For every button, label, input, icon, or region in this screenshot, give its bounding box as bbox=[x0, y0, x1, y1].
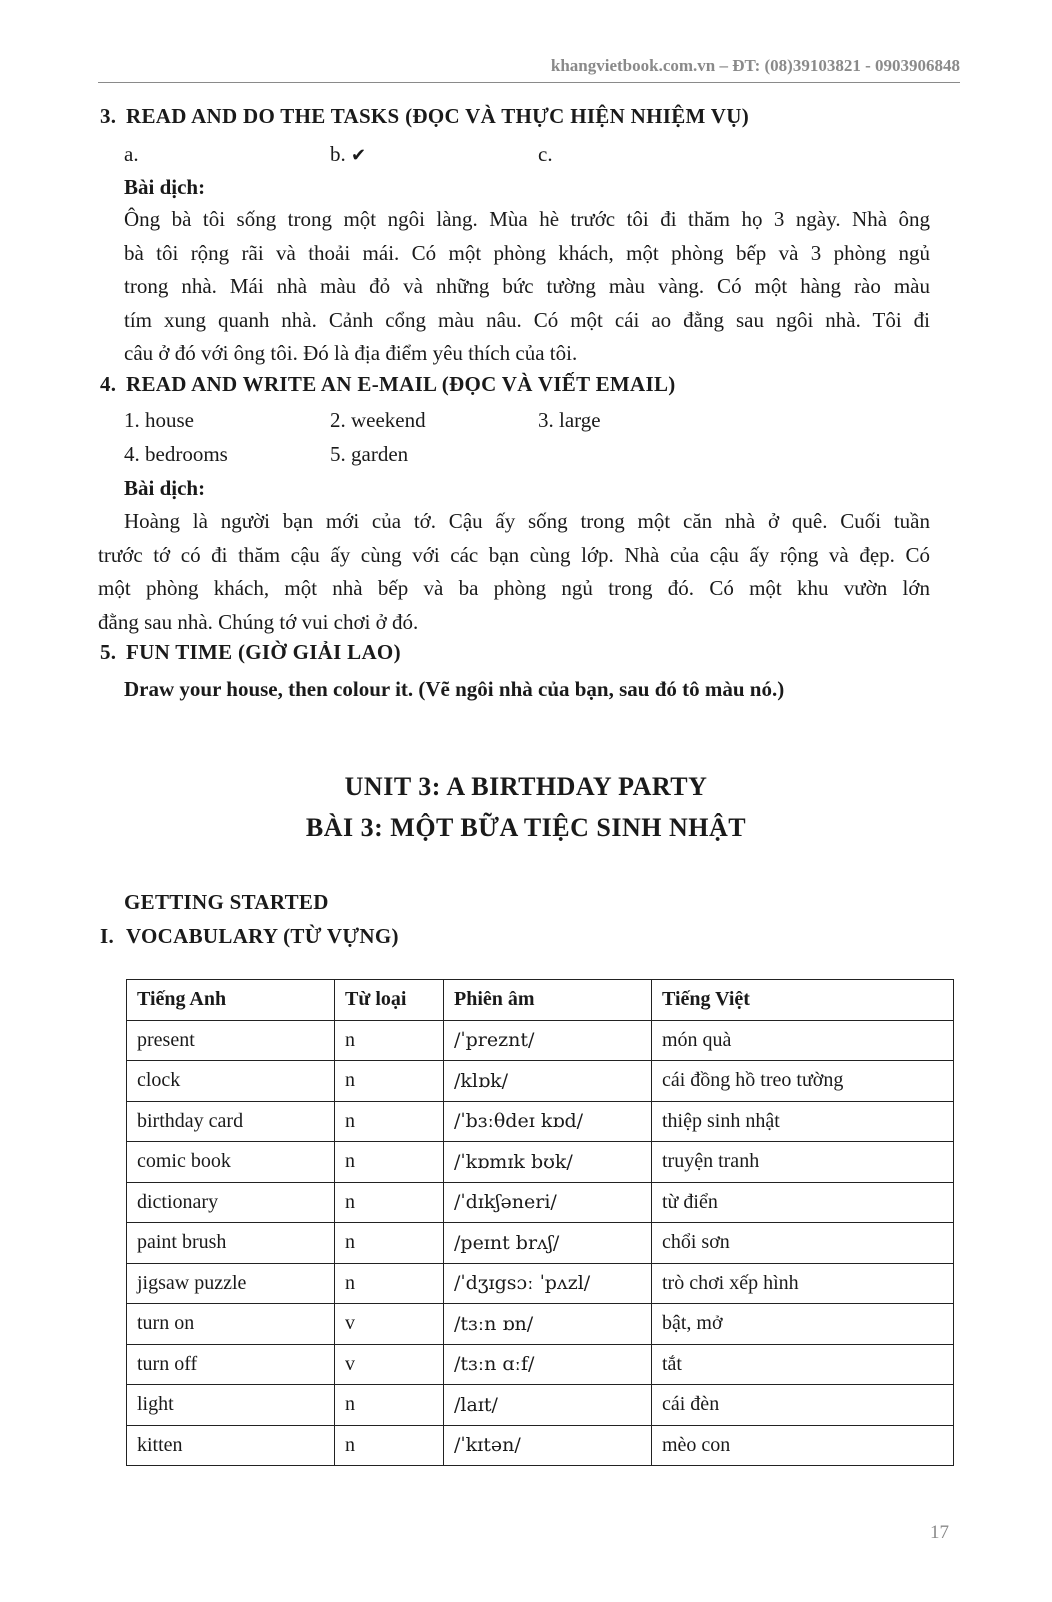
vocabulary-number: I. bbox=[100, 924, 115, 948]
cell-english: clock bbox=[127, 1061, 335, 1102]
header-word-type: Từ loại bbox=[335, 980, 444, 1021]
cell-vietnamese: mèo con bbox=[652, 1425, 954, 1466]
option-a: a. bbox=[124, 142, 139, 166]
option-c: c. bbox=[538, 142, 553, 166]
cell-phonetic: /ˈdɪkʃəneri/ bbox=[444, 1182, 652, 1223]
paragraph-line: Hoàng là người bạn mới của tớ. Cậu ấy sống trong một căn nhà ở quê. Cuối tuần bbox=[124, 509, 930, 533]
cell-english: turn on bbox=[127, 1304, 335, 1345]
section-3-translation bbox=[124, 203, 930, 371]
section-3-number: 3. bbox=[100, 104, 117, 128]
section-4-translation-label: Bài dịch: bbox=[124, 476, 206, 500]
option-b-label: b. bbox=[330, 142, 346, 166]
paragraph-line: một phòng khách, một nhà bếp và ba phòng ngủ trong đó. Có một khu vườn lớn bbox=[98, 576, 930, 600]
cell-english: paint brush bbox=[127, 1223, 335, 1264]
option-b bbox=[330, 137, 366, 173]
getting-started-heading: GETTING STARTED bbox=[124, 890, 329, 914]
cell-phonetic: /ˈkɪtən/ bbox=[444, 1425, 652, 1466]
cell-phonetic: /ˈpreznt/ bbox=[444, 1020, 652, 1061]
cell-word-type: n bbox=[335, 1182, 444, 1223]
paragraph-line: đằng sau nhà. Chúng tớ vui chơi ở đó. bbox=[98, 609, 419, 634]
cell-vietnamese: từ điển bbox=[652, 1182, 954, 1223]
cell-word-type: v bbox=[335, 1344, 444, 1385]
cell-vietnamese: truyện tranh bbox=[652, 1142, 954, 1183]
cell-vietnamese: thiệp sinh nhật bbox=[652, 1101, 954, 1142]
paragraph-line: tím xung quanh nhà. Cảnh cổng màu nâu. Có một cái ao đằng sau ngôi nhà. Tôi đi bbox=[124, 307, 930, 332]
paragraph-line: câu ở đó với ông tôi. Đó là địa điểm yêu thích của tôi. bbox=[124, 341, 578, 365]
cell-phonetic: /ˈdʒɪgsɔː ˈpʌzl/ bbox=[444, 1263, 652, 1304]
table-row bbox=[127, 1142, 954, 1183]
cell-english: turn off bbox=[127, 1344, 335, 1385]
page-header: khangvietbook.com.vn – ĐT: (08)39103821 - 0903906848 bbox=[550, 56, 960, 75]
cell-word-type: n bbox=[335, 1263, 444, 1304]
table-row bbox=[127, 1020, 954, 1061]
cell-english: kitten bbox=[127, 1425, 335, 1466]
cell-phonetic: /ˈkɒmɪk bʊk/ bbox=[444, 1142, 652, 1183]
cell-english: present bbox=[127, 1020, 335, 1061]
answer-3: 3. large bbox=[538, 408, 601, 432]
cell-word-type: n bbox=[335, 1061, 444, 1102]
cell-phonetic: /tɜːn ɒn/ bbox=[444, 1304, 652, 1345]
section-4-title: READ AND WRITE AN E-MAIL (ĐỌC VÀ VIẾT EMAIL) bbox=[126, 372, 676, 396]
cell-english: light bbox=[127, 1385, 335, 1426]
cell-english: dictionary bbox=[127, 1182, 335, 1223]
paragraph-line: trong nhà. Mái nhà màu đỏ và những bức tường màu vàng. Có một hàng rào màu bbox=[124, 274, 930, 298]
cell-vietnamese: tắt bbox=[652, 1344, 954, 1385]
paragraph-line: Ông bà tôi sống trong một ngôi làng. Mùa hè trước tôi đi thăm họ 3 ngày. Nhà ông bbox=[124, 207, 930, 231]
section-5-heading bbox=[100, 640, 401, 665]
vocabulary-heading bbox=[100, 924, 399, 949]
cell-english: comic book bbox=[127, 1142, 335, 1183]
cell-word-type: n bbox=[335, 1142, 444, 1183]
header-english: Tiếng Anh bbox=[127, 980, 335, 1021]
cell-phonetic: /ˈbɜːθdeɪ kɒd/ bbox=[444, 1101, 652, 1142]
cell-word-type: n bbox=[335, 1101, 444, 1142]
table-row bbox=[127, 1425, 954, 1466]
paragraph-line: bà tôi rộng rãi và thoải mái. Có một phòng khách, một phòng bếp và 3 phòng ngủ bbox=[124, 240, 930, 265]
cell-vietnamese: trò chơi xếp hình bbox=[652, 1263, 954, 1304]
cell-word-type: n bbox=[335, 1223, 444, 1264]
unit-title-english: UNIT 3: A BIRTHDAY PARTY bbox=[344, 772, 708, 801]
checkmark-icon: ✔ bbox=[351, 145, 367, 166]
table-row bbox=[127, 1304, 954, 1345]
vocabulary-title: VOCABULARY (TỪ VỰNG) bbox=[126, 924, 399, 948]
answer-1: 1. house bbox=[124, 408, 194, 432]
cell-vietnamese: cái đồng hồ treo tường bbox=[652, 1061, 954, 1102]
vocabulary-table bbox=[126, 979, 954, 1466]
header-phonetic: Phiên âm bbox=[444, 980, 652, 1021]
table-row bbox=[127, 1385, 954, 1426]
table-row bbox=[127, 1223, 954, 1264]
header-vietnamese: Tiếng Việt bbox=[652, 980, 954, 1021]
section-4-number: 4. bbox=[100, 372, 117, 396]
answer-2: 2. weekend bbox=[330, 408, 426, 432]
table-row bbox=[127, 1101, 954, 1142]
cell-english: birthday card bbox=[127, 1101, 335, 1142]
table-row bbox=[127, 1182, 954, 1223]
cell-phonetic: /laɪt/ bbox=[444, 1385, 652, 1426]
cell-word-type: v bbox=[335, 1304, 444, 1345]
header-divider bbox=[98, 82, 960, 83]
cell-vietnamese: món quà bbox=[652, 1020, 954, 1061]
answer-4: 4. bedrooms bbox=[124, 442, 228, 466]
table-row bbox=[127, 1263, 954, 1304]
cell-word-type: n bbox=[335, 1385, 444, 1426]
answer-5: 5. garden bbox=[330, 442, 409, 466]
section-4-heading bbox=[100, 372, 676, 397]
section-5-title: FUN TIME (GIỜ GIẢI LAO) bbox=[126, 640, 401, 664]
cell-vietnamese: bật, mở bbox=[652, 1304, 954, 1345]
unit-title-vietnamese: BÀI 3: MỘT BỮA TIỆC SINH NHẬT bbox=[305, 813, 747, 842]
table-row bbox=[127, 1061, 954, 1102]
table-header-row bbox=[127, 980, 954, 1021]
cell-word-type: n bbox=[335, 1020, 444, 1061]
cell-phonetic: /peɪnt brʌʃ/ bbox=[444, 1223, 652, 1264]
page-number: 17 bbox=[930, 1522, 949, 1543]
section-4-translation bbox=[98, 505, 930, 639]
cell-word-type: n bbox=[335, 1425, 444, 1466]
table-row bbox=[127, 1344, 954, 1385]
section-3-translation-label: Bài dịch: bbox=[124, 175, 206, 199]
section-5-instruction: Draw your house, then colour it. (Vẽ ngôi nhà của bạn, sau đó tô màu nó.) bbox=[124, 677, 785, 701]
cell-vietnamese: chổi sơn bbox=[652, 1223, 954, 1264]
cell-english: jigsaw puzzle bbox=[127, 1263, 335, 1304]
section-3-heading bbox=[100, 104, 749, 129]
cell-vietnamese: cái đèn bbox=[652, 1385, 954, 1426]
cell-phonetic: /tɜːn ɑːf/ bbox=[444, 1344, 652, 1385]
paragraph-line: trước tớ có đi thăm cậu ấy cùng với các bạn cùng lớp. Nhà của cậu ấy rộng và đẹp. Có bbox=[98, 542, 930, 567]
cell-phonetic: /klɒk/ bbox=[444, 1061, 652, 1102]
section-3-title: READ AND DO THE TASKS (ĐỌC VÀ THỰC HIỆN NHIỆM VỤ) bbox=[126, 104, 750, 128]
section-5-number: 5. bbox=[100, 640, 117, 664]
